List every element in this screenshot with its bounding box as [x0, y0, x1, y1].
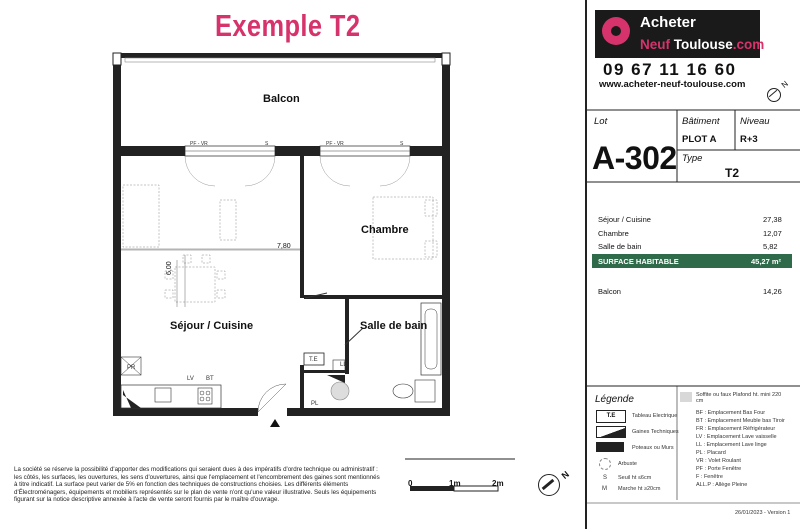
equip-pl: PL: [311, 401, 319, 407]
brand-line1: Acheter: [640, 14, 696, 31]
room-label-balcon: Balcon: [263, 93, 300, 105]
legend-left-item: Marche ht ≥20cm: [618, 486, 661, 492]
room-label-sdb: Salle de bain: [360, 320, 428, 332]
batiment-label: Bâtiment: [682, 116, 720, 127]
legend-right-item: ALL.P : Allège Pleine: [696, 482, 748, 488]
equip-ll: LL: [340, 362, 347, 368]
brand-logo-dot-icon: [611, 26, 621, 36]
page-title: Exemple T2: [215, 8, 361, 43]
window-s-right: S: [400, 141, 404, 147]
surface-row-name: Chambre: [598, 229, 629, 238]
legend-m-symbol: M: [602, 486, 607, 492]
balcony-rail-top: [113, 53, 450, 58]
room-label-chambre: Chambre: [361, 224, 409, 236]
legend-tree-icon: [599, 458, 611, 470]
niveau-value: R+3: [740, 134, 758, 145]
legend-s-symbol: S: [603, 475, 608, 481]
brand-phone[interactable]: 09 67 11 16 60: [603, 60, 737, 79]
surface-total-label: SURFACE HABITABLE: [598, 257, 679, 266]
equip-te: T.E: [309, 357, 318, 363]
disclaimer-text: La société se réserve la possibilité d'apporter des modifications qui seraient dues à des impératifs d'ordre technique ou administratif : les côtés, les surfaces, les ouvertures, les sens d'ouvertures, ainsi que l'emplacement et l'encombrement des gaines sont mentionnés à titre indicatif. La surface peut varier de 5% en fonction des techniques de constructions choisies. Les différents éléments d'Électroménagers, équipements et mobiliers représentés sur le plan de vente n'ont qu'une valeur illustrative. Seuls les équipements figurant sur la notice descriptive annexée à l'acte de vente seront fournis par le maître d'ouvrage.: [14, 466, 380, 504]
lot-label: Lot: [594, 116, 608, 127]
balcony-wall-right: [442, 53, 450, 158]
legend-left-item: Poteaux ou Murs: [632, 445, 674, 451]
bathtub: [421, 303, 441, 375]
window-code-right: PF - VR: [326, 141, 344, 147]
surface-total-value: 45,27 m²: [751, 257, 782, 266]
legend-left-item: Tableau Electrique: [632, 413, 678, 419]
niveau-label: Niveau: [740, 116, 770, 127]
balcony-wall-left: [113, 53, 121, 158]
brand-website[interactable]: www.acheter-neuf-toulouse.com: [599, 79, 746, 90]
legend-right-item: F : Fenêtre: [696, 474, 723, 480]
legend-title: Légende: [595, 394, 634, 405]
surface-row-value: 12,07: [763, 229, 782, 238]
surface-row-value: 27,38: [763, 215, 782, 224]
window-s-left: S: [265, 141, 269, 147]
soffite-swatch-icon: [680, 392, 692, 402]
scale-bar: [405, 456, 515, 496]
equip-pr: PR: [127, 365, 136, 371]
legend-soffite: Soffite ou faux Plafond ht. mini 220 cm: [696, 392, 782, 404]
room-label-sejour: Séjour / Cuisine: [170, 320, 254, 332]
balcon-value: 14,26: [763, 287, 782, 296]
equip-lv: LV: [187, 376, 194, 382]
batiment-value: PLOT A: [682, 134, 717, 145]
compass-small-n-icon: N: [779, 79, 790, 90]
window-code-left: PF - VR: [190, 141, 208, 147]
equip-bt: BT: [206, 376, 214, 382]
type-label: Type: [682, 153, 703, 164]
legend-right-item: LV : Emplacement Lave vaisselle: [696, 434, 777, 440]
legend-right-item: FR : Emplacement Réfrigérateur: [696, 426, 776, 432]
brand-line2: Neuf Toulouse.com: [640, 37, 765, 52]
scale-one: 1m: [449, 479, 461, 488]
legend-left-item: Gaines Techniques: [632, 429, 679, 435]
legend-right-item: BF : Emplacement Bas Four: [696, 410, 766, 416]
legend-te-symbol: T.E: [596, 410, 626, 423]
dimension-width: 7,80: [277, 243, 291, 250]
legend-left-item: Arbuste: [618, 461, 637, 467]
type-value: T2: [725, 166, 740, 180]
legend-right-item: BT : Emplacement Meuble bas Tiroir: [696, 418, 785, 424]
surface-row-name: Salle de bain: [598, 242, 642, 251]
lot-value: A-302: [592, 140, 677, 176]
scale-two: 2m: [492, 479, 504, 488]
legend-right-item: PL : Placard: [696, 450, 726, 456]
scale-zero: 0: [408, 479, 413, 488]
version-text: 26/01/2023 - Version 1: [735, 510, 791, 516]
surface-row-name: Séjour / Cuisine: [598, 215, 651, 224]
legend-wall-icon: [596, 442, 624, 452]
legend-right-item: LL : Emplacement Lave linge: [696, 442, 767, 448]
north-n-icon: N: [559, 469, 571, 481]
legend-left-item: Seuil ht ≤6cm: [618, 475, 652, 481]
legend-right-item: PF : Porte Fenêtre: [696, 466, 742, 472]
legend-right-item: VR : Volet Roulant: [696, 458, 741, 464]
dimension-depth: 6,00: [166, 261, 173, 275]
surface-row-value: 5,82: [763, 242, 778, 251]
balcon-label: Balcon: [598, 287, 621, 296]
legend-gaine-icon: [596, 426, 626, 438]
